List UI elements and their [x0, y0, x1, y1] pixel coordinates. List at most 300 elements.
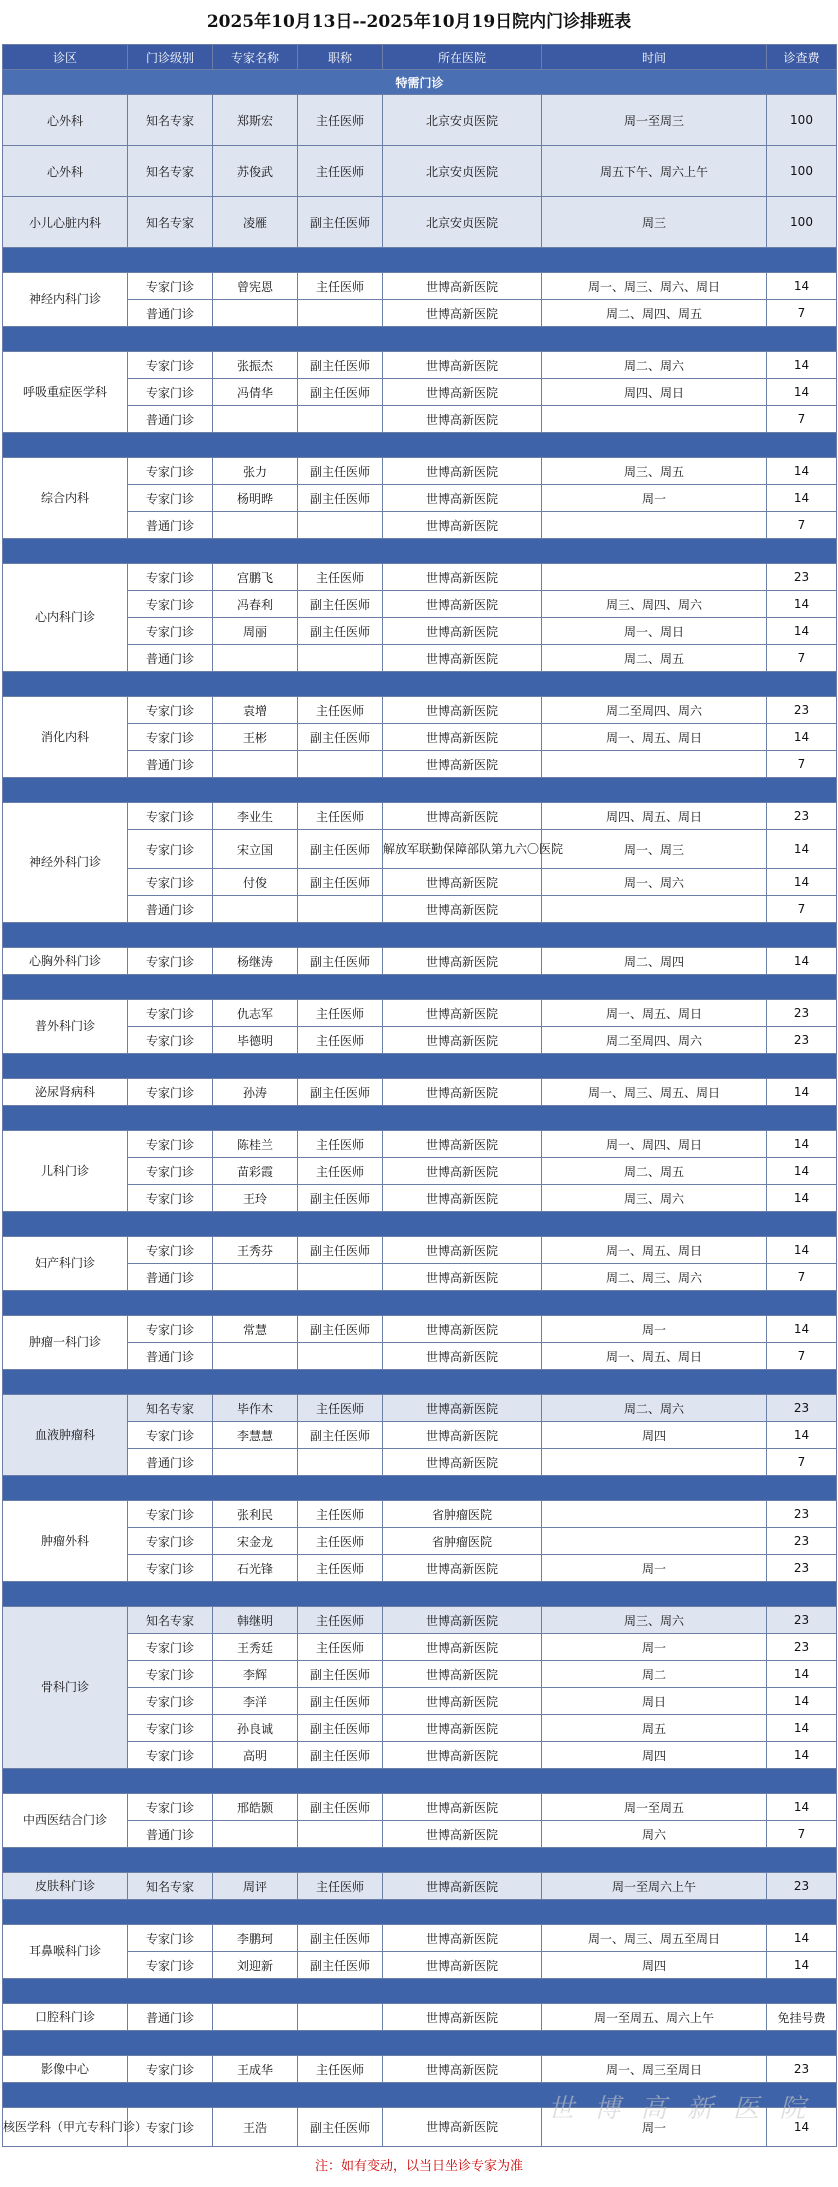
schedule-time: 周一至周六上午 — [542, 1873, 767, 1900]
dept-name: 小儿心脏内科 — [3, 197, 128, 248]
hospital-name: 世博高新医院 — [383, 1264, 542, 1291]
job-title: 主任医师 — [298, 2056, 383, 2083]
table-row — [3, 1343, 837, 1370]
job-title: 副主任医师 — [298, 1925, 383, 1952]
dept-name: 核医学科（甲亢专科门诊） — [3, 2108, 128, 2147]
expert-name — [213, 645, 298, 672]
separator-cell — [3, 1769, 837, 1794]
table-header-row — [3, 45, 837, 70]
expert-name: 宋立国 — [213, 830, 298, 869]
table-row — [3, 352, 837, 379]
table-row — [3, 273, 837, 300]
hospital-name: 世博高新医院 — [383, 1688, 542, 1715]
schedule-time: 周五下午、周六上午 — [542, 146, 767, 197]
separator-row — [3, 1769, 837, 1794]
separator-cell — [3, 2031, 837, 2056]
separator-row — [3, 1054, 837, 1079]
schedule-time: 周一、周五、周日 — [542, 1000, 767, 1027]
consult-fee: 23 — [767, 564, 837, 591]
expert-name: 冯春利 — [213, 591, 298, 618]
schedule-time: 周一、周三、周五、周日 — [542, 1079, 767, 1106]
hospital-name: 世博高新医院 — [383, 1873, 542, 1900]
expert-name — [213, 1449, 298, 1476]
consult-fee: 14 — [767, 1422, 837, 1449]
table-row — [3, 564, 837, 591]
table-row — [3, 1264, 837, 1291]
hospital-name: 世博高新医院 — [383, 591, 542, 618]
clinic-level: 专家门诊 — [128, 1952, 213, 1979]
separator-cell — [3, 1582, 837, 1607]
separator-cell — [3, 1054, 837, 1079]
clinic-level: 专家门诊 — [128, 869, 213, 896]
table-row — [3, 406, 837, 433]
schedule-time: 周一、周三、周六、周日 — [542, 273, 767, 300]
schedule-time: 周二、周六 — [542, 352, 767, 379]
table-row — [3, 1688, 837, 1715]
expert-name: 张力 — [213, 458, 298, 485]
table-row — [3, 1715, 837, 1742]
hospital-name: 世博高新医院 — [383, 1185, 542, 1212]
page-title: 2025年10月13日--2025年10月19日院内门诊排班表 — [206, 12, 632, 32]
expert-name: 宋金龙 — [213, 1528, 298, 1555]
consult-fee: 14 — [767, 869, 837, 896]
separator-cell — [3, 1476, 837, 1501]
col-header-hospital: 所在医院 — [383, 45, 542, 70]
expert-name: 毕德明 — [213, 1027, 298, 1054]
clinic-level: 专家门诊 — [128, 564, 213, 591]
expert-name: 陈桂兰 — [213, 1131, 298, 1158]
dept-name: 血液肿瘤科 — [3, 1395, 128, 1476]
schedule-time: 周一、周四、周日 — [542, 1131, 767, 1158]
schedule-time: 周三、周六 — [542, 1185, 767, 1212]
schedule-time: 周一、周三至周日 — [542, 2056, 767, 2083]
clinic-level: 知名专家 — [128, 197, 213, 248]
clinic-level: 专家门诊 — [128, 803, 213, 830]
table-row — [3, 2004, 837, 2031]
consult-fee: 100 — [767, 95, 837, 146]
consult-fee: 14 — [767, 1715, 837, 1742]
job-title — [298, 2004, 383, 2031]
consult-fee: 14 — [767, 830, 837, 869]
schedule-time — [542, 512, 767, 539]
dept-name: 影像中心 — [3, 2056, 128, 2083]
clinic-level: 知名专家 — [128, 1395, 213, 1422]
job-title: 主任医师 — [298, 273, 383, 300]
job-title: 主任医师 — [298, 564, 383, 591]
expert-name: 付俊 — [213, 869, 298, 896]
job-title: 副主任医师 — [298, 2108, 383, 2147]
job-title: 副主任医师 — [298, 197, 383, 248]
consult-fee: 14 — [767, 273, 837, 300]
consult-fee: 23 — [767, 1528, 837, 1555]
job-title — [298, 1264, 383, 1291]
hospital-name: 世博高新医院 — [383, 618, 542, 645]
separator-cell — [3, 1848, 837, 1873]
expert-name — [213, 406, 298, 433]
table-row — [3, 379, 837, 406]
job-title — [298, 645, 383, 672]
consult-fee: 7 — [767, 751, 837, 778]
job-title: 主任医师 — [298, 1131, 383, 1158]
clinic-level: 普通门诊 — [128, 300, 213, 327]
separator-row — [3, 1582, 837, 1607]
job-title: 副主任医师 — [298, 830, 383, 869]
table-row — [3, 1742, 837, 1769]
clinic-level: 专家门诊 — [128, 1316, 213, 1343]
schedule-time: 周一、周日 — [542, 618, 767, 645]
schedule-time: 周一、周五、周日 — [542, 1343, 767, 1370]
table-row — [3, 751, 837, 778]
hospital-name: 世博高新医院 — [383, 645, 542, 672]
table-row — [3, 146, 837, 197]
dept-name: 普外科门诊 — [3, 1000, 128, 1054]
separator-cell — [3, 539, 837, 564]
table-row — [3, 618, 837, 645]
table-row — [3, 95, 837, 146]
clinic-level: 普通门诊 — [128, 2004, 213, 2031]
job-title: 副主任医师 — [298, 352, 383, 379]
separator-cell — [3, 1212, 837, 1237]
consult-fee: 23 — [767, 1501, 837, 1528]
schedule-time: 周一、周三、周五至周日 — [542, 1925, 767, 1952]
expert-name: 邢皓颢 — [213, 1794, 298, 1821]
hospital-name: 北京安贞医院 — [383, 146, 542, 197]
separator-row — [3, 778, 837, 803]
expert-name: 王秀芬 — [213, 1237, 298, 1264]
expert-name: 孙良诚 — [213, 1715, 298, 1742]
clinic-level: 专家门诊 — [128, 1000, 213, 1027]
clinic-level: 专家门诊 — [128, 379, 213, 406]
clinic-level: 普通门诊 — [128, 645, 213, 672]
schedule-time: 周三、周四、周六 — [542, 591, 767, 618]
job-title — [298, 512, 383, 539]
table-row — [3, 1501, 837, 1528]
expert-name: 郑斯宏 — [213, 95, 298, 146]
job-title: 副主任医师 — [298, 1794, 383, 1821]
job-title: 副主任医师 — [298, 1079, 383, 1106]
schedule-time: 周四 — [542, 1422, 767, 1449]
schedule-time: 周六 — [542, 1821, 767, 1848]
col-header-time: 时间 — [542, 45, 767, 70]
hospital-name: 世博高新医院 — [383, 1794, 542, 1821]
consult-fee: 14 — [767, 1158, 837, 1185]
schedule-time: 周一 — [542, 1634, 767, 1661]
table-row — [3, 1794, 837, 1821]
job-title: 副主任医师 — [298, 485, 383, 512]
col-header-expert: 专家名称 — [213, 45, 298, 70]
clinic-level: 专家门诊 — [128, 1715, 213, 1742]
consult-fee: 14 — [767, 2108, 837, 2147]
table-row — [3, 1952, 837, 1979]
expert-name: 周丽 — [213, 618, 298, 645]
job-title: 主任医师 — [298, 1528, 383, 1555]
separator-row — [3, 1848, 837, 1873]
separator-cell — [3, 975, 837, 1000]
dept-name: 耳鼻喉科门诊 — [3, 1925, 128, 1979]
job-title: 主任医师 — [298, 803, 383, 830]
hospital-name: 世博高新医院 — [383, 896, 542, 923]
separator-cell — [3, 1900, 837, 1925]
separator-row — [3, 539, 837, 564]
consult-fee: 14 — [767, 1742, 837, 1769]
schedule-time: 周二、周四 — [542, 948, 767, 975]
hospital-name: 世博高新医院 — [383, 564, 542, 591]
clinic-level: 专家门诊 — [128, 1079, 213, 1106]
table-row — [3, 645, 837, 672]
separator-row — [3, 1106, 837, 1131]
clinic-level: 普通门诊 — [128, 1343, 213, 1370]
separator-cell — [3, 1106, 837, 1131]
clinic-level: 普通门诊 — [128, 512, 213, 539]
hospital-name: 世博高新医院 — [383, 273, 542, 300]
hospital-name: 世博高新医院 — [383, 1952, 542, 1979]
table-row — [3, 869, 837, 896]
expert-name — [213, 896, 298, 923]
expert-name: 刘迎新 — [213, 1952, 298, 1979]
dept-name: 口腔科门诊 — [3, 2004, 128, 2031]
consult-fee: 14 — [767, 1185, 837, 1212]
expert-name: 李辉 — [213, 1661, 298, 1688]
clinic-level: 普通门诊 — [128, 1264, 213, 1291]
clinic-level: 专家门诊 — [128, 1555, 213, 1582]
table-row — [3, 896, 837, 923]
table-row — [3, 1158, 837, 1185]
separator-cell — [3, 248, 837, 273]
section-header-row — [3, 70, 837, 95]
dept-name: 肿瘤一科门诊 — [3, 1316, 128, 1370]
job-title: 主任医师 — [298, 1607, 383, 1634]
job-title — [298, 1449, 383, 1476]
table-row — [3, 1237, 837, 1264]
hospital-name: 世博高新医院 — [383, 458, 542, 485]
consult-fee: 14 — [767, 724, 837, 751]
separator-row — [3, 1291, 837, 1316]
schedule-time: 周二、周五 — [542, 1158, 767, 1185]
consult-fee: 7 — [767, 1449, 837, 1476]
job-title — [298, 300, 383, 327]
dept-name: 皮肤科门诊 — [3, 1873, 128, 1900]
hospital-name: 世博高新医院 — [383, 1555, 542, 1582]
clinic-level: 专家门诊 — [128, 724, 213, 751]
table-row — [3, 1131, 837, 1158]
hospital-name: 世博高新医院 — [383, 1395, 542, 1422]
consult-fee: 7 — [767, 896, 837, 923]
hospital-name: 世博高新医院 — [383, 2108, 542, 2147]
clinic-level: 普通门诊 — [128, 1449, 213, 1476]
table-row — [3, 1661, 837, 1688]
dept-name: 心外科 — [3, 146, 128, 197]
separator-cell — [3, 672, 837, 697]
consult-fee: 7 — [767, 645, 837, 672]
dept-name: 消化内科 — [3, 697, 128, 778]
job-title: 副主任医师 — [298, 618, 383, 645]
clinic-level: 普通门诊 — [128, 751, 213, 778]
dept-name: 神经外科门诊 — [3, 803, 128, 923]
expert-name: 李洋 — [213, 1688, 298, 1715]
table-row — [3, 1555, 837, 1582]
schedule-time: 周一 — [542, 1316, 767, 1343]
job-title: 主任医师 — [298, 1555, 383, 1582]
consult-fee: 14 — [767, 458, 837, 485]
clinic-level: 专家门诊 — [128, 1237, 213, 1264]
expert-name — [213, 2004, 298, 2031]
separator-cell — [3, 1979, 837, 2004]
expert-name: 杨明晔 — [213, 485, 298, 512]
table-row — [3, 1000, 837, 1027]
hospital-name: 世博高新医院 — [383, 1925, 542, 1952]
dept-name: 综合内科 — [3, 458, 128, 539]
hospital-name: 世博高新医院 — [383, 1000, 542, 1027]
job-title: 副主任医师 — [298, 1742, 383, 1769]
consult-fee: 23 — [767, 2056, 837, 2083]
table-row — [3, 830, 837, 869]
consult-fee: 7 — [767, 1343, 837, 1370]
dept-name: 肿瘤外科 — [3, 1501, 128, 1582]
separator-row — [3, 1212, 837, 1237]
clinic-level: 专家门诊 — [128, 1688, 213, 1715]
consult-fee: 100 — [767, 146, 837, 197]
schedule-time: 周二至周四、周六 — [542, 697, 767, 724]
table-row — [3, 1422, 837, 1449]
schedule-time: 周三、周六 — [542, 1607, 767, 1634]
expert-name: 李慧慧 — [213, 1422, 298, 1449]
consult-fee: 14 — [767, 1952, 837, 1979]
job-title — [298, 1821, 383, 1848]
footer-note: 注：如有变动，以当日坐诊专家为准 — [314, 2159, 523, 2174]
hospital-name: 世博高新医院 — [383, 2004, 542, 2031]
hospital-name: 世博高新医院 — [383, 1131, 542, 1158]
expert-name: 冯倩华 — [213, 379, 298, 406]
hospital-name: 世博高新医院 — [383, 352, 542, 379]
separator-row — [3, 433, 837, 458]
schedule-time: 周三、周五 — [542, 458, 767, 485]
dept-name: 心内科门诊 — [3, 564, 128, 672]
table-row — [3, 1185, 837, 1212]
expert-name: 毕作木 — [213, 1395, 298, 1422]
expert-name: 张利民 — [213, 1501, 298, 1528]
separator-row — [3, 1370, 837, 1395]
separator-row — [3, 248, 837, 273]
table-row — [3, 1607, 837, 1634]
clinic-level: 专家门诊 — [128, 2108, 213, 2147]
schedule-time: 周五 — [542, 1715, 767, 1742]
separator-row — [3, 2031, 837, 2056]
clinic-level: 专家门诊 — [128, 1794, 213, 1821]
hospital-name: 世博高新医院 — [383, 803, 542, 830]
expert-name: 杨继涛 — [213, 948, 298, 975]
job-title: 主任医师 — [298, 146, 383, 197]
separator-cell — [3, 327, 837, 352]
hospital-name: 世博高新医院 — [383, 724, 542, 751]
hospital-name: 世博高新医院 — [383, 1715, 542, 1742]
clinic-level: 专家门诊 — [128, 1661, 213, 1688]
job-title — [298, 1343, 383, 1370]
consult-fee: 14 — [767, 1661, 837, 1688]
clinic-level: 专家门诊 — [128, 591, 213, 618]
expert-name — [213, 1343, 298, 1370]
consult-fee: 7 — [767, 512, 837, 539]
consult-fee: 14 — [767, 1794, 837, 1821]
expert-name: 石光锋 — [213, 1555, 298, 1582]
expert-name: 高明 — [213, 1742, 298, 1769]
separator-row — [3, 975, 837, 1000]
clinic-level: 专家门诊 — [128, 273, 213, 300]
section-title: 特需门诊 — [3, 70, 837, 95]
job-title: 主任医师 — [298, 95, 383, 146]
job-title: 副主任医师 — [298, 1422, 383, 1449]
job-title: 副主任医师 — [298, 1688, 383, 1715]
clinic-level: 专家门诊 — [128, 1528, 213, 1555]
clinic-level: 知名专家 — [128, 146, 213, 197]
hospital-name: 世博高新医院 — [383, 300, 542, 327]
consult-fee: 23 — [767, 1634, 837, 1661]
col-header-dept: 诊区 — [3, 45, 128, 70]
consult-fee: 14 — [767, 1237, 837, 1264]
job-title: 主任医师 — [298, 1000, 383, 1027]
schedule-time: 周二至周四、周六 — [542, 1027, 767, 1054]
dept-name: 儿科门诊 — [3, 1131, 128, 1212]
table-row — [3, 1316, 837, 1343]
job-title: 副主任医师 — [298, 869, 383, 896]
expert-name: 周评 — [213, 1873, 298, 1900]
job-title: 主任医师 — [298, 1158, 383, 1185]
job-title: 副主任医师 — [298, 724, 383, 751]
consult-fee: 23 — [767, 1027, 837, 1054]
hospital-name: 世博高新医院 — [383, 1742, 542, 1769]
separator-row — [3, 1900, 837, 1925]
consult-fee: 14 — [767, 1925, 837, 1952]
table-row — [3, 1873, 837, 1900]
hospital-name: 世博高新医院 — [383, 1422, 542, 1449]
consult-fee: 14 — [767, 379, 837, 406]
table-row — [3, 1027, 837, 1054]
schedule-time: 周一至周三 — [542, 95, 767, 146]
clinic-level: 知名专家 — [128, 1873, 213, 1900]
table-row — [3, 1634, 837, 1661]
hospital-name: 解放军联勤保障部队第九六〇医院 — [383, 830, 542, 869]
expert-name — [213, 751, 298, 778]
consult-fee: 14 — [767, 591, 837, 618]
hospital-name: 省肿瘤医院 — [383, 1501, 542, 1528]
consult-fee: 23 — [767, 803, 837, 830]
schedule-time: 周一 — [542, 485, 767, 512]
table-row — [3, 1821, 837, 1848]
hospital-name: 北京安贞医院 — [383, 197, 542, 248]
job-title: 副主任医师 — [298, 948, 383, 975]
expert-name: 苏俊武 — [213, 146, 298, 197]
job-title: 副主任医师 — [298, 1185, 383, 1212]
clinic-level: 专家门诊 — [128, 1925, 213, 1952]
expert-name — [213, 512, 298, 539]
consult-fee: 23 — [767, 1873, 837, 1900]
col-header-title: 职称 — [298, 45, 383, 70]
expert-name: 孙涛 — [213, 1079, 298, 1106]
schedule-time: 周四 — [542, 1742, 767, 1769]
hospital-name: 世博高新医院 — [383, 1607, 542, 1634]
table-row — [3, 1079, 837, 1106]
consult-fee: 14 — [767, 1131, 837, 1158]
separator-cell — [3, 778, 837, 803]
hospital-name: 世博高新医院 — [383, 697, 542, 724]
expert-name: 李鹏珂 — [213, 1925, 298, 1952]
hospital-name: 世博高新医院 — [383, 1343, 542, 1370]
clinic-level: 专家门诊 — [128, 948, 213, 975]
schedule-time: 周四 — [542, 1952, 767, 1979]
col-header-level: 门诊级别 — [128, 45, 213, 70]
schedule-time: 周日 — [542, 1688, 767, 1715]
clinic-level: 专家门诊 — [128, 2056, 213, 2083]
consult-fee: 100 — [767, 197, 837, 248]
